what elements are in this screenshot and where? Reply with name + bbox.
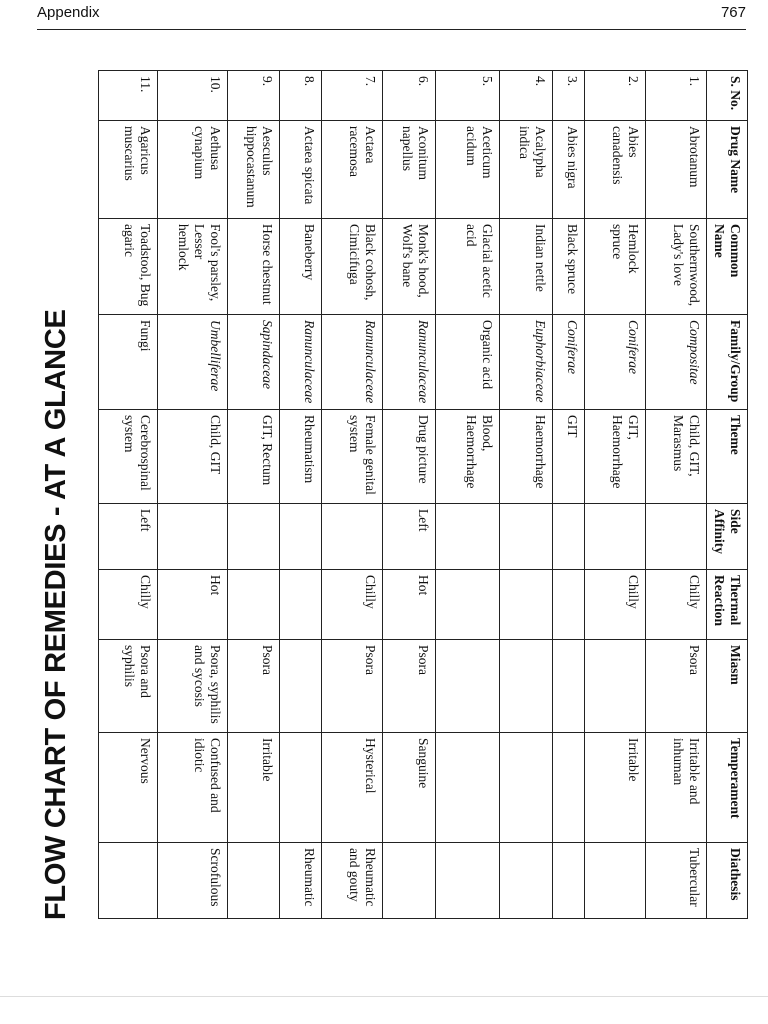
remedies-table-container [98,70,748,918]
cell-side-affinity [500,504,553,570]
cell-side-affinity [552,504,585,570]
table-header-row [707,71,748,919]
cell-drug-name: Aesculus hippocastanum [227,121,280,219]
cell-sno: 1. [646,71,707,121]
cell-side-affinity: Left [99,504,158,570]
cell-theme: Haemorrhage [500,410,553,504]
table-row [500,71,553,919]
cell-drug-name: Acalypha indica [500,121,553,219]
cell-miasm [585,640,646,733]
cell-thermal-reaction [500,570,553,640]
table-row [585,71,646,919]
cell-drug-name: Abrotanum [646,121,707,219]
remedies-table [98,70,748,919]
cell-diathesis: Tubercular [646,843,707,919]
cell-theme: GIT, Haemorrhage [585,410,646,504]
cell-side-affinity [157,504,227,570]
cell-side-affinity [280,504,322,570]
page-title: FLOW CHART OF REMEDIES - AT A GLANCE [40,309,72,920]
section-label: Appendix [37,4,100,21]
cell-side-affinity [227,504,280,570]
cell-family: Ranunculaceae [383,315,436,410]
cell-drug-name: Actaea racemosa [322,121,383,219]
cell-temperament: Sanguine [383,733,436,843]
table-row [227,71,280,919]
cell-sno: 5. [435,71,499,121]
table-row [322,71,383,919]
cell-family: Euphorbiaceae [500,315,553,410]
cell-side-affinity [322,504,383,570]
cell-temperament [435,733,499,843]
cell-common-name: Monk's hood, Wolf's bane [383,219,436,315]
cell-diathesis [552,843,585,919]
cell-drug-name: Agaricus muscarius [99,121,158,219]
cell-diathesis: Rheumatic [280,843,322,919]
cell-sno: 6. [383,71,436,121]
cell-theme: GIT, Rectum [227,410,280,504]
cell-sno: 2. [585,71,646,121]
cell-drug-name: Abies canadensis [585,121,646,219]
cell-miasm: Psora [646,640,707,733]
cell-miasm [552,640,585,733]
cell-temperament [280,733,322,843]
cell-temperament [552,733,585,843]
cell-common-name: Toadstool, Bug agaric [99,219,158,315]
cell-thermal-reaction: Chilly [99,570,158,640]
cell-sno: 4. [500,71,553,121]
col-header-drug-name: Drug Name [707,121,748,219]
cell-theme: Child, GIT, Marasmus [646,410,707,504]
cell-diathesis [227,843,280,919]
cell-drug-name: Aceticum acidum [435,121,499,219]
cell-sno: 10. [157,71,227,121]
cell-common-name: Baneberry [280,219,322,315]
cell-sno: 11. [99,71,158,121]
cell-miasm [500,640,553,733]
table-row [435,71,499,919]
cell-thermal-reaction: Chilly [646,570,707,640]
cell-diathesis [435,843,499,919]
cell-miasm: Psora, syphilis and sycosis [157,640,227,733]
cell-diathesis: Scrofulous [157,843,227,919]
col-header-common-name: Common Name [707,219,748,315]
cell-drug-name: Aethusa cynapium [157,121,227,219]
table-row [383,71,436,919]
cell-drug-name: Abies nigra [552,121,585,219]
cell-theme: Female genital system [322,410,383,504]
cell-family: Sapindaceae [227,315,280,410]
cell-temperament: Irritable and inhuman [646,733,707,843]
cell-common-name: Hemlock spruce [585,219,646,315]
col-header-family: Family/Group [707,315,748,410]
cell-temperament [500,733,553,843]
cell-theme: Blood, Haemorrhage [435,410,499,504]
col-header-theme: Theme [707,410,748,504]
cell-theme: Rheumatism [280,410,322,504]
col-header-side-affinity: Side Affinity [707,504,748,570]
cell-thermal-reaction [227,570,280,640]
cell-miasm: Psora [227,640,280,733]
cell-side-affinity [585,504,646,570]
cell-theme: Child, GIT [157,410,227,504]
table-row [552,71,585,919]
cell-sno: 3. [552,71,585,121]
col-header-temperament: Temperament [707,733,748,843]
cell-family: Coniferae [585,315,646,410]
cell-common-name: Indian nettle [500,219,553,315]
cell-family: Organic acid [435,315,499,410]
cell-thermal-reaction: Chilly [322,570,383,640]
cell-family: Compositae [646,315,707,410]
cell-diathesis: Rheumatic and gouty [322,843,383,919]
cell-family: Ranunculaceae [280,315,322,410]
cell-temperament: Confused and idiotic [157,733,227,843]
cell-drug-name: Aconitum napellus [383,121,436,219]
col-header-diathesis: Diathesis [707,843,748,919]
page-header [0,0,768,30]
col-header-thermal: Thermal Reaction [707,570,748,640]
cell-thermal-reaction: Hot [383,570,436,640]
cell-miasm [280,640,322,733]
cell-theme: Drug picture [383,410,436,504]
cell-diathesis [383,843,436,919]
cell-drug-name: Actaea spicata [280,121,322,219]
cell-thermal-reaction [280,570,322,640]
cell-theme: GIT [552,410,585,504]
cell-miasm [435,640,499,733]
col-header-sno: S. No. [707,71,748,121]
cell-thermal-reaction: Chilly [585,570,646,640]
cell-miasm: Psora and syphilis [99,640,158,733]
cell-temperament: Irritable [227,733,280,843]
cell-thermal-reaction [435,570,499,640]
col-header-miasm: Miasm [707,640,748,733]
cell-side-affinity [646,504,707,570]
cell-side-affinity: Left [383,504,436,570]
table-row [99,71,158,919]
cell-miasm: Psora [322,640,383,733]
header-rule [37,29,746,30]
cell-miasm: Psora [383,640,436,733]
cell-temperament: Irritable [585,733,646,843]
table-row [157,71,227,919]
page-bottom-divider [0,996,768,997]
cell-sno: 9. [227,71,280,121]
cell-diathesis [99,843,158,919]
page-number: 767 [720,4,746,21]
table-row [646,71,707,919]
cell-diathesis [585,843,646,919]
cell-common-name: Glacial acetic acid [435,219,499,315]
cell-thermal-reaction: Hot [157,570,227,640]
cell-family: Ranunculaceae [322,315,383,410]
cell-sno: 8. [280,71,322,121]
table-row [280,71,322,919]
cell-theme: Cerebrospinal system [99,410,158,504]
cell-common-name: Black cohosh, Cimicifuga [322,219,383,315]
cell-diathesis [500,843,553,919]
cell-family: Fungi [99,315,158,410]
cell-thermal-reaction [552,570,585,640]
cell-sno: 7. [322,71,383,121]
title-container [40,309,72,920]
cell-family: Coniferae [552,315,585,410]
cell-side-affinity [435,504,499,570]
cell-common-name: Black spruce [552,219,585,315]
cell-family: Umbelliferae [157,315,227,410]
cell-temperament: Hysterical [322,733,383,843]
cell-common-name: Horse chestnut [227,219,280,315]
cell-temperament: Nervous [99,733,158,843]
cell-common-name: Southernwood, Lady's love [646,219,707,315]
cell-common-name: Fool's parsley, Lesser hemlock [157,219,227,315]
